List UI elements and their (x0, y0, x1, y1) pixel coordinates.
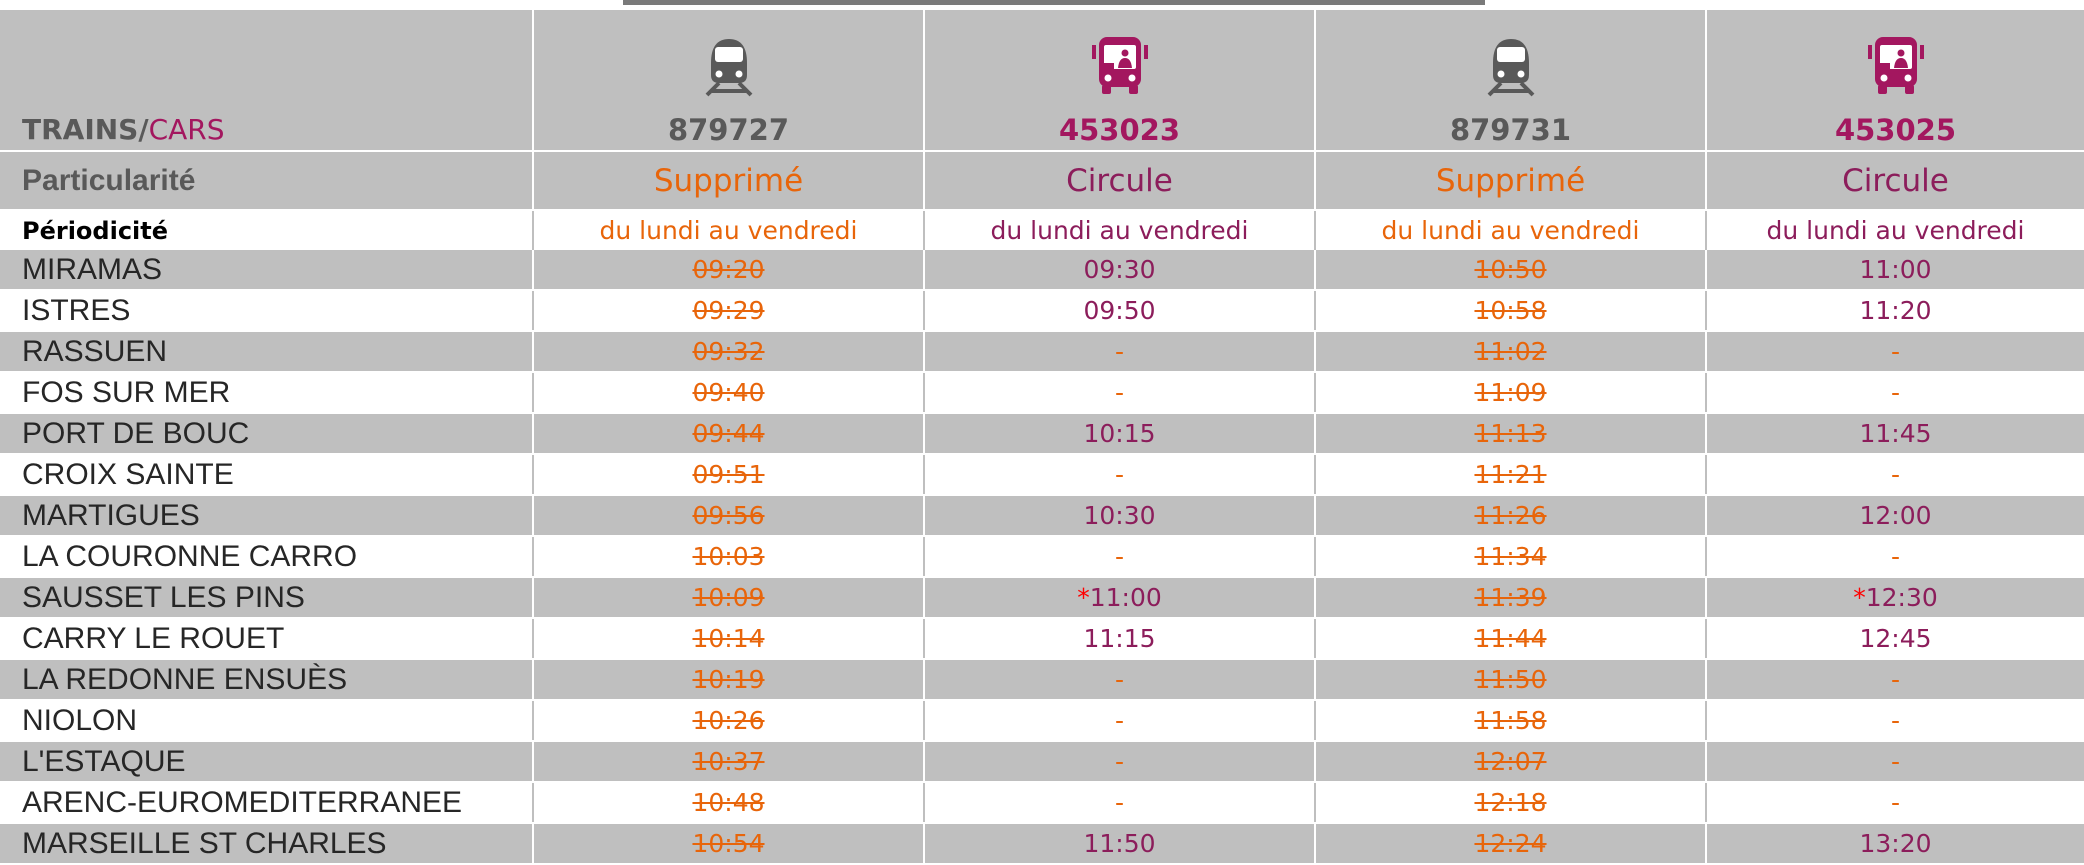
departure-time: - (1890, 542, 1901, 571)
departure-time: 11:20 (1859, 296, 1932, 325)
table-row (0, 250, 2084, 290)
station-name: MIRAMAS (22, 252, 163, 286)
time-cell (1706, 741, 2084, 782)
time-cell (1706, 331, 2084, 372)
time-cell (533, 659, 924, 700)
cancelled-time: 11:26 (1474, 501, 1547, 530)
cancelled-time: 11:50 (1474, 665, 1547, 694)
time-cell (533, 413, 924, 454)
train-icon (697, 33, 761, 97)
cancelled-time: 12:07 (1474, 747, 1547, 776)
particularite-label-cell (0, 151, 533, 210)
cancelled-time: 09:29 (692, 296, 765, 325)
station-cell (0, 700, 533, 741)
departure-time: 12:00 (1859, 501, 1932, 530)
station-cell (0, 250, 533, 290)
bus-icon (1864, 33, 1928, 97)
station-name: SAUSSET LES PINS (22, 580, 305, 614)
service-header-2 (924, 10, 1315, 151)
cancelled-time: 10:37 (692, 747, 765, 776)
cancelled-time: 09:44 (692, 419, 765, 448)
cancelled-time: 11:21 (1474, 460, 1547, 489)
departure-time: - (1890, 378, 1901, 407)
station-cell (0, 618, 533, 659)
cancelled-time: 11:02 (1474, 337, 1547, 366)
time-cell (924, 823, 1315, 864)
station-name: MARTIGUES (22, 498, 200, 532)
time-cell (1706, 618, 2084, 659)
time-cell (924, 454, 1315, 495)
time-cell (924, 290, 1315, 331)
station-cell (0, 823, 533, 864)
cancelled-time: 10:19 (692, 665, 765, 694)
time-cell (1706, 700, 2084, 741)
time-cell (533, 372, 924, 413)
particularite-cell (533, 151, 924, 210)
table-row (0, 700, 2084, 741)
particularite-label: Particularité (22, 163, 196, 197)
time-cell (533, 290, 924, 331)
table-row (0, 577, 2084, 618)
station-cell (0, 577, 533, 618)
time-cell (1315, 495, 1706, 536)
asterisk-marker: * (1853, 583, 1866, 612)
periodicite-label-cell (0, 210, 533, 250)
particularite-row (0, 151, 2084, 210)
departure-time: - (1890, 665, 1901, 694)
cancelled-time: 10:03 (692, 542, 765, 571)
departure-time: - (1114, 788, 1125, 817)
periodicite-row (0, 210, 2084, 250)
departure-time: 09:30 (1083, 255, 1156, 284)
train-icon (1479, 33, 1543, 97)
time-cell (1706, 536, 2084, 577)
departure-time: - (1890, 337, 1901, 366)
departure-time: 12:30 (1865, 583, 1938, 612)
table-row (0, 618, 2084, 659)
time-cell (924, 413, 1315, 454)
status-text: Circule (1066, 162, 1173, 199)
cancelled-time: 10:58 (1474, 296, 1547, 325)
table-row (0, 413, 2084, 454)
cancelled-time: 11:44 (1474, 624, 1547, 653)
time-cell (1706, 577, 2084, 618)
departure-time: - (1890, 706, 1901, 735)
time-cell (1706, 659, 2084, 700)
timetable (0, 10, 2084, 865)
cancelled-time: 10:09 (692, 583, 765, 612)
time-cell (1315, 372, 1706, 413)
time-cell (1315, 250, 1706, 290)
service-number: 879731 (1449, 113, 1572, 147)
departure-time: - (1114, 542, 1125, 571)
station-name: NIOLON (22, 703, 138, 737)
station-name: PORT DE BOUC (22, 416, 250, 450)
service-number: 453023 (1058, 113, 1181, 147)
asterisk-marker: * (1077, 583, 1090, 612)
service-header-4 (1706, 10, 2084, 151)
cancelled-time: 12:18 (1474, 788, 1547, 817)
periodicite-text: du lundi au vendredi (599, 216, 858, 245)
time-cell (924, 331, 1315, 372)
cancelled-time: 09:20 (692, 255, 765, 284)
cancelled-time: 10:54 (692, 829, 765, 858)
cancelled-time: 09:56 (692, 501, 765, 530)
time-cell (533, 495, 924, 536)
cancelled-time: 09:40 (692, 378, 765, 407)
time-cell (924, 700, 1315, 741)
cancelled-time: 10:48 (692, 788, 765, 817)
table-row (0, 741, 2084, 782)
service-number: 453025 (1834, 113, 1957, 147)
station-cell (0, 782, 533, 823)
title-cars: CARS (148, 113, 225, 146)
departure-time: - (1114, 378, 1125, 407)
departure-time: 10:15 (1083, 419, 1156, 448)
time-cell (1706, 454, 2084, 495)
time-cell (924, 741, 1315, 782)
station-cell (0, 495, 533, 536)
cancelled-time: 10:14 (692, 624, 765, 653)
status-text: Supprimé (653, 162, 804, 199)
particularite-cell (1706, 151, 2084, 210)
departure-time: 09:50 (1083, 296, 1156, 325)
cancelled-time: 10:26 (692, 706, 765, 735)
time-cell (533, 577, 924, 618)
departure-time: - (1890, 460, 1901, 489)
time-cell (533, 741, 924, 782)
station-cell (0, 741, 533, 782)
time-cell (924, 536, 1315, 577)
particularite-cell (1315, 151, 1706, 210)
periodicite-label: Périodicité (22, 216, 169, 245)
table-row (0, 823, 2084, 864)
time-cell (1706, 290, 2084, 331)
time-cell (924, 495, 1315, 536)
departure-time: 12:45 (1859, 624, 1932, 653)
table-row (0, 331, 2084, 372)
status-text: Supprimé (1435, 162, 1586, 199)
periodicite-text: du lundi au vendredi (1766, 216, 2025, 245)
time-cell (1706, 782, 2084, 823)
time-cell (1315, 741, 1706, 782)
time-cell (924, 372, 1315, 413)
time-cell (1315, 659, 1706, 700)
cancelled-time: 12:24 (1474, 829, 1547, 858)
cancelled-time: 11:13 (1474, 419, 1547, 448)
time-cell (1706, 823, 2084, 864)
departure-time: 13:20 (1859, 829, 1932, 858)
status-text: Circule (1842, 162, 1949, 199)
departure-time: - (1890, 788, 1901, 817)
cancelled-time: 11:39 (1474, 583, 1547, 612)
station-name: FOS SUR MER (22, 375, 231, 409)
cancelled-time: 09:32 (692, 337, 765, 366)
periodicite-cell (924, 210, 1315, 250)
departure-time: 10:30 (1083, 501, 1156, 530)
station-name: LA REDONNE ENSUÈS (22, 662, 348, 696)
time-cell (1315, 577, 1706, 618)
cancelled-time: 11:34 (1474, 542, 1547, 571)
station-cell (0, 331, 533, 372)
departure-time: - (1114, 706, 1125, 735)
station-name: LA COURONNE CARRO (22, 539, 358, 573)
cancelled-time: 10:50 (1474, 255, 1547, 284)
station-name: CROIX SAINTE (22, 457, 234, 491)
station-cell (0, 536, 533, 577)
departure-time: - (1114, 460, 1125, 489)
departure-time: - (1890, 747, 1901, 776)
station-cell (0, 659, 533, 700)
periodicite-cell (1315, 210, 1706, 250)
station-cell (0, 290, 533, 331)
time-cell (1315, 290, 1706, 331)
periodicite-text: du lundi au vendredi (990, 216, 1249, 245)
time-cell (1315, 536, 1706, 577)
station-name: CARRY LE ROUET (22, 621, 285, 655)
table-row (0, 536, 2084, 577)
time-cell (533, 700, 924, 741)
time-cell (533, 331, 924, 372)
departure-time: 11:15 (1083, 624, 1156, 653)
periodicite-cell (1706, 210, 2084, 250)
time-cell (924, 577, 1315, 618)
time-cell (1315, 413, 1706, 454)
time-cell (533, 618, 924, 659)
top-separator (623, 0, 1485, 5)
station-cell (0, 413, 533, 454)
header-row (0, 10, 2084, 151)
service-number: 879727 (667, 113, 790, 147)
time-cell (1315, 823, 1706, 864)
departure-time: 11:50 (1083, 829, 1156, 858)
table-row (0, 782, 2084, 823)
departure-time: 11:45 (1859, 419, 1932, 448)
table-row (0, 290, 2084, 331)
table-row (0, 454, 2084, 495)
station-name: L'ESTAQUE (22, 744, 186, 778)
header-title (22, 113, 225, 150)
time-cell (533, 250, 924, 290)
departure-time: 11:00 (1859, 255, 1932, 284)
time-cell (533, 823, 924, 864)
cancelled-time: 11:09 (1474, 378, 1547, 407)
departure-time: - (1114, 747, 1125, 776)
time-cell (1315, 700, 1706, 741)
bus-icon (1088, 33, 1152, 97)
table-row (0, 659, 2084, 700)
time-cell (1315, 618, 1706, 659)
header-title-cell (0, 10, 533, 151)
time-cell (533, 454, 924, 495)
time-cell (924, 782, 1315, 823)
particularite-cell (924, 151, 1315, 210)
time-cell (1315, 331, 1706, 372)
periodicite-text: du lundi au vendredi (1381, 216, 1640, 245)
time-cell (1706, 413, 2084, 454)
departure-time: - (1114, 337, 1125, 366)
time-cell (1315, 454, 1706, 495)
table-row (0, 495, 2084, 536)
service-header-3 (1315, 10, 1706, 151)
time-cell (924, 250, 1315, 290)
time-cell (1315, 782, 1706, 823)
time-cell (1706, 495, 2084, 536)
cancelled-time: 09:51 (692, 460, 765, 489)
station-name: MARSEILLE ST CHARLES (22, 826, 387, 860)
table-row (0, 372, 2084, 413)
title-trains: TRAINS/ (22, 113, 149, 146)
periodicite-cell (533, 210, 924, 250)
cancelled-time: 11:58 (1474, 706, 1547, 735)
station-name: RASSUEN (22, 334, 168, 368)
time-cell (924, 659, 1315, 700)
time-cell (533, 782, 924, 823)
station-cell (0, 454, 533, 495)
station-name: ISTRES (22, 293, 131, 327)
departure-time: 11:00 (1089, 583, 1162, 612)
station-name: ARENC-EUROMEDITERRANEE (22, 785, 463, 819)
time-cell (1706, 250, 2084, 290)
departure-time: - (1114, 665, 1125, 694)
time-cell (924, 618, 1315, 659)
service-header-1 (533, 10, 924, 151)
time-cell (1706, 372, 2084, 413)
time-cell (533, 536, 924, 577)
station-cell (0, 372, 533, 413)
